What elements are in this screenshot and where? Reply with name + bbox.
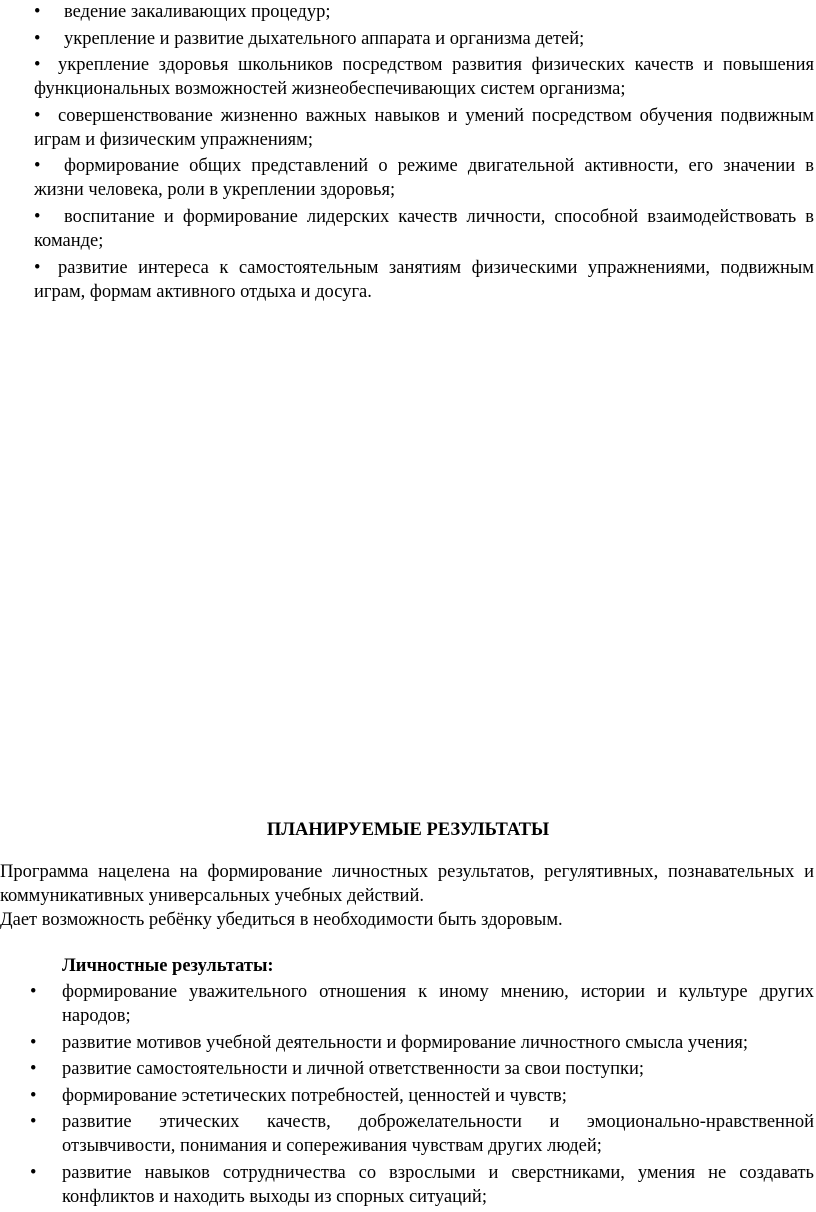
goals-bullet-list xyxy=(34,0,814,306)
list-item-text: развитие навыков сотрудничества со взрослыми и сверстниками, умения не создавать конфликтов и находить выходы из спорных ситуаций; xyxy=(62,1162,814,1207)
bullet-icon: • xyxy=(30,1059,37,1080)
bullet-icon: • xyxy=(34,2,41,22)
bullet-icon: • xyxy=(30,1112,37,1133)
list-item xyxy=(0,1110,814,1158)
list-item-text: воспитание и формирование лидерских качеств личности, способной взаимодействовать в команде; xyxy=(34,206,814,251)
bullet-icon: • xyxy=(30,1162,37,1183)
personal-results-heading: Личностные результаты: xyxy=(62,956,274,976)
list-item xyxy=(34,205,814,253)
bullet-icon: • xyxy=(30,1032,37,1053)
list-item-text: развитие интереса к самостоятельным занятиям физическими упражнениями, подвижным играм, формам активного отдыха и досуга. xyxy=(34,257,814,302)
list-item xyxy=(34,53,814,101)
list-item-text: формирование общих представлений о режиме двигательной активности, его значении в жизни человека, роли в укреплении здоровья; xyxy=(34,156,814,201)
intro-paragraph: Дает возможность ребёнку убедиться в необходимости быть здоровым. xyxy=(0,910,563,930)
list-item xyxy=(0,1031,814,1055)
list-item xyxy=(34,0,814,24)
bullet-icon: • xyxy=(34,206,41,227)
bullet-icon: • xyxy=(34,105,41,126)
list-item xyxy=(0,980,814,1028)
bullet-icon: • xyxy=(34,28,41,49)
list-item-text: формирование уважительного отношения к иному мнению, истории и культуре других народов; xyxy=(62,982,814,1026)
list-item xyxy=(0,1084,814,1108)
list-item xyxy=(0,1057,814,1081)
list-item xyxy=(34,256,814,304)
list-item-text: развитие этических качеств, доброжелательности и эмоционально-нравственной отзывчивости, понимания и сопереживания чувствам других людей; xyxy=(62,1112,814,1157)
bullet-icon: • xyxy=(30,1085,37,1106)
bullet-icon: • xyxy=(34,156,41,177)
list-item-text: формирование эстетических потребностей, ценностей и чувств; xyxy=(62,1085,567,1106)
list-item-text: совершенствование жизненно важных навыков и умений посредством обучения подвижным играм и физическим упражнениям; xyxy=(34,105,814,150)
section-title: ПЛАНИРУЕМЫЕ РЕЗУЛЬТАТЫ xyxy=(266,820,550,840)
list-item-text: ведение закаливающих процедур; xyxy=(64,2,331,22)
bullet-icon: • xyxy=(30,982,37,1002)
personal-results-list xyxy=(0,980,814,1212)
bullet-icon: • xyxy=(34,55,41,76)
bullet-icon: • xyxy=(34,257,41,278)
list-item xyxy=(34,27,814,51)
list-item-text: развитие мотивов учебной деятельности и формирование личностного смысла учения; xyxy=(62,1032,749,1053)
list-item-text: укрепление здоровья школьников посредством развития физических качеств и повышения функциональных возможностей жизнеобеспечивающих систем организма; xyxy=(34,55,814,100)
list-item-text: развитие самостоятельности и личной ответственности за свои поступки; xyxy=(62,1059,645,1080)
list-item xyxy=(34,104,814,152)
list-item xyxy=(0,1161,814,1209)
intro-paragraph: Программа нацелена на формирование личностных результатов, регулятивных, познавательных и коммуникативных универсальных учебных действий. xyxy=(0,862,814,906)
list-item xyxy=(34,154,814,202)
list-item-text: укрепление и развитие дыхательного аппарата и организма детей; xyxy=(64,28,585,49)
intro-text xyxy=(0,860,814,932)
